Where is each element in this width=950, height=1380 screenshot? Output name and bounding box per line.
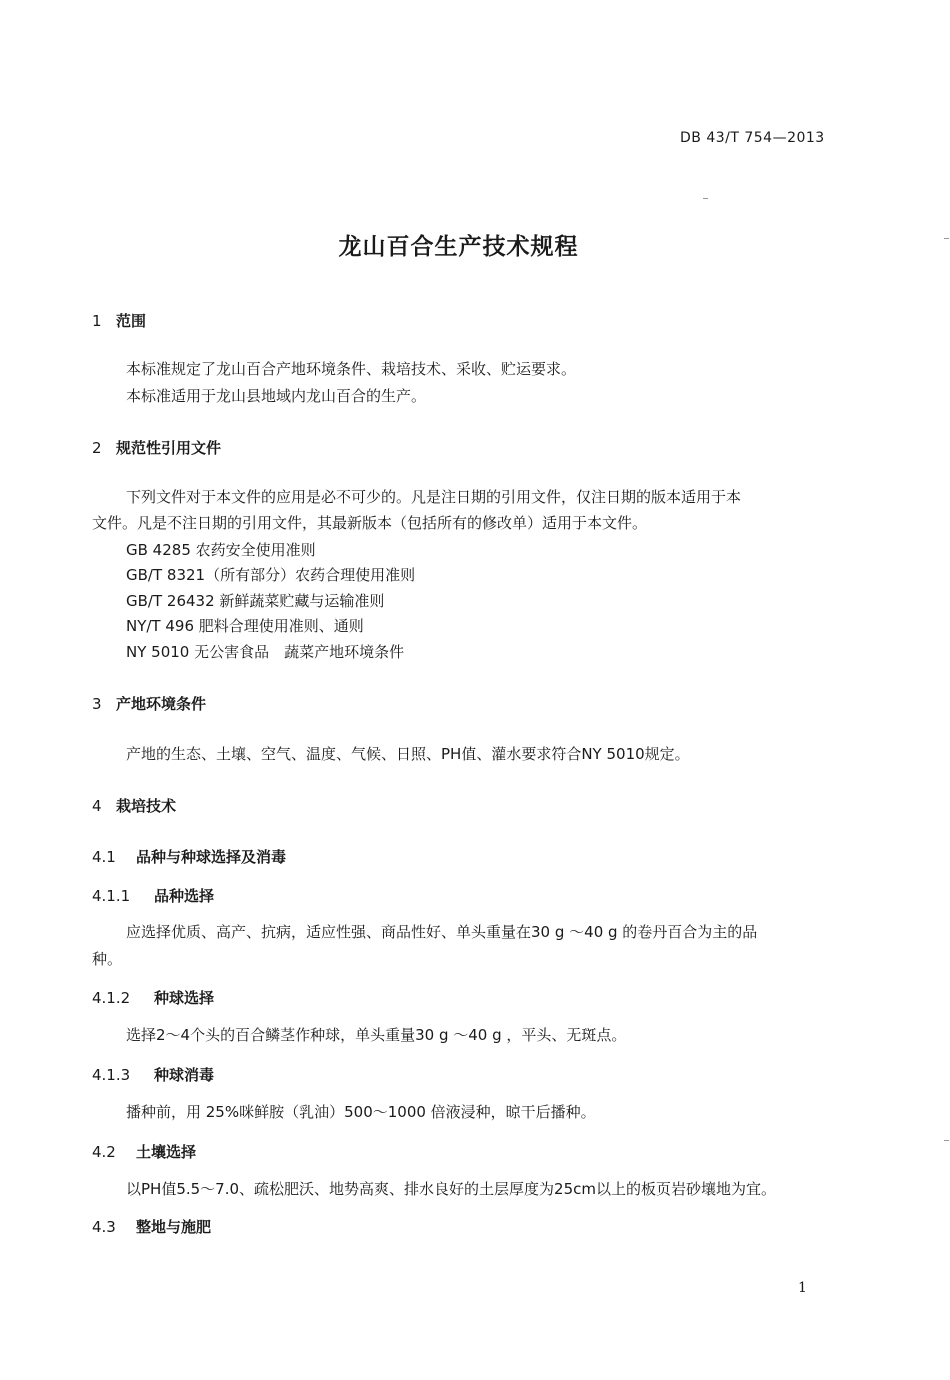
document-title: 龙山百合生产技术规程	[338, 234, 579, 260]
subsection-4-1-1-heading	[92, 885, 214, 906]
section-4-heading	[92, 795, 176, 816]
section-title: 品种选择	[154, 887, 215, 905]
scan-speck	[944, 238, 949, 239]
paragraph-line: 种。	[92, 950, 123, 968]
paragraph: 以PH值5.5～7.0、疏松肥沃、地势高爽、排水良好的土层厚度为25cm以上的板页岩砂壤地为宜。	[126, 1180, 776, 1198]
paragraph: 播种前，用 25%咪鲜胺（乳油）500～1000 倍液浸种，晾干后播种。	[126, 1103, 596, 1121]
section-number: 4	[92, 797, 102, 815]
section-title: 土壤选择	[136, 1143, 197, 1161]
subsection-4-2-heading	[92, 1141, 196, 1162]
section-number: 1	[92, 312, 102, 330]
reference-item: NY/T 496 肥料合理使用准则、通则	[126, 617, 364, 635]
page-number: 1	[798, 1280, 807, 1296]
scan-speck	[703, 198, 708, 199]
subsection-4-3-heading	[92, 1216, 211, 1237]
section-title: 种球消毒	[154, 1066, 215, 1084]
section-title: 范围	[116, 312, 147, 330]
section-number: 4.1.2	[92, 989, 131, 1007]
section-title: 产地环境条件	[116, 695, 207, 713]
paragraph-line: 下列文件对于本文件的应用是必不可少的。凡是注日期的引用文件，仅注日期的版本适用于本	[126, 488, 742, 506]
reference-item: NY 5010 无公害食品 蔬菜产地环境条件	[126, 643, 405, 661]
section-number: 4.1	[92, 848, 116, 866]
subsection-4-1-2-heading	[92, 987, 214, 1008]
section-3-heading	[92, 693, 206, 714]
section-number: 4.1.1	[92, 887, 131, 905]
section-number: 2	[92, 439, 102, 457]
paragraph: 产地的生态、土壤、空气、温度、气候、日照、PH值、灌水要求符合NY 5010规定。	[126, 745, 690, 763]
section-title: 种球选择	[154, 989, 215, 1007]
subsection-4-1-3-heading	[92, 1064, 214, 1085]
section-title: 规范性引用文件	[116, 439, 222, 457]
paragraph: 本标准适用于龙山县地域内龙山百合的生产。	[126, 387, 427, 405]
section-1-heading	[92, 310, 146, 331]
section-title: 栽培技术	[116, 797, 177, 815]
section-number: 3	[92, 695, 102, 713]
subsection-4-1-heading	[92, 846, 286, 867]
scan-speck	[944, 1140, 949, 1141]
section-number: 4.3	[92, 1218, 116, 1236]
section-number: 4.2	[92, 1143, 116, 1161]
reference-item: GB/T 8321（所有部分）农药合理使用准则	[126, 566, 416, 584]
standard-code: DB 43/T 754—2013	[680, 130, 825, 146]
section-title: 整地与施肥	[136, 1218, 212, 1236]
paragraph-line: 文件。凡是不注日期的引用文件，其最新版本（包括所有的修改单）适用于本文件。	[92, 514, 648, 532]
section-title: 品种与种球选择及消毒	[136, 848, 287, 866]
section-2-heading	[92, 437, 221, 458]
paragraph: 本标准规定了龙山百合产地环境条件、栽培技术、采收、贮运要求。	[126, 360, 577, 378]
reference-item: GB/T 26432 新鲜蔬菜贮藏与运输准则	[126, 592, 385, 610]
reference-item: GB 4285 农药安全使用准则	[126, 541, 316, 559]
paragraph: 选择2～4个头的百合鳞茎作种球，单头重量30 g ～40 g ，平头、无斑点。	[126, 1026, 627, 1044]
paragraph-line: 应选择优质、高产、抗病，适应性强、商品性好、单头重量在30 g ～40 g 的卷丹百合为主的品	[126, 923, 758, 941]
section-number: 4.1.3	[92, 1066, 131, 1084]
